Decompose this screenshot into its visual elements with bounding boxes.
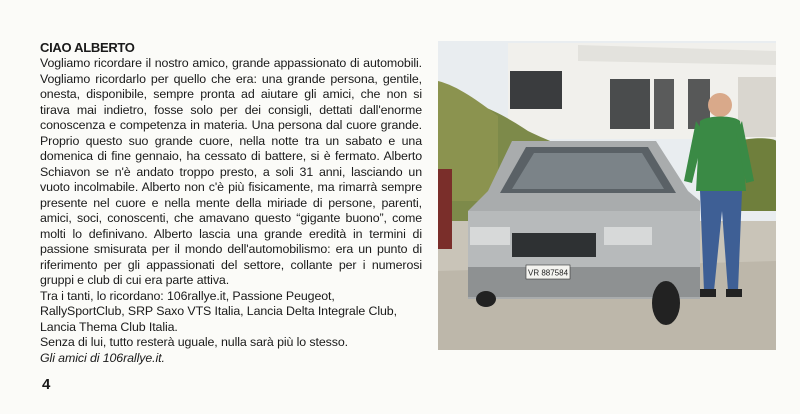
photo-man-with-car bbox=[438, 41, 776, 350]
page-number: 4 bbox=[42, 376, 51, 393]
article-paragraph: Senza di lui, tutto resterà uguale, nulla sarà più lo stesso. bbox=[40, 335, 348, 349]
article-signature: Gli amici di 106rallye.it. bbox=[40, 350, 165, 365]
article-paragraph: Vogliamo ricordare il nostro amico, grande appassionato di automobili. Vogliamo ricordarlo per quello che era: una grande persona, gentile, onesta, disponibile, sempre pronta ad aiutare gli amici, che non si tirava mai indietro, fosse solo per dei consigli, dettati dall'enorme conoscenza e competenza in materia. Una persona dal cuore grande. Proprio questo suo grande cuore, nella notte tra un sabato e una domenica di fine gennaio, ha cessato di battere, si è fermato. Alberto Schiavon se n'è andato troppo presto, a soli 31 anni, lasciando un vuoto incolmabile. Alberto non c'è più fisicamente, ma rimarrà sempre presente nel cuore e nella mente della miriade di persone, parenti, amici, soci, conoscenti, che amavano questo “gigante buono”, come molti lo definivano. Alberto lascia una grande eredità in termini di passione smisurata per il mondo dell'automobilismo: era un punto di riferimento per gli appassionati del settore, collante per i numerosi gruppi e club di cui era parte attiva. bbox=[40, 56, 422, 287]
license-plate: VR 887584 bbox=[527, 268, 569, 278]
article bbox=[40, 40, 422, 366]
article-paragraph: Tra i tanti, lo ricordano: 106rallye.it, Passione Peugeot, RallySportClub, SRP Saxo VTS Italia, Lancia Delta Integrale Club, Lancia Thema Club Italia. bbox=[40, 288, 397, 334]
article-title: CIAO ALBERTO bbox=[40, 40, 135, 55]
